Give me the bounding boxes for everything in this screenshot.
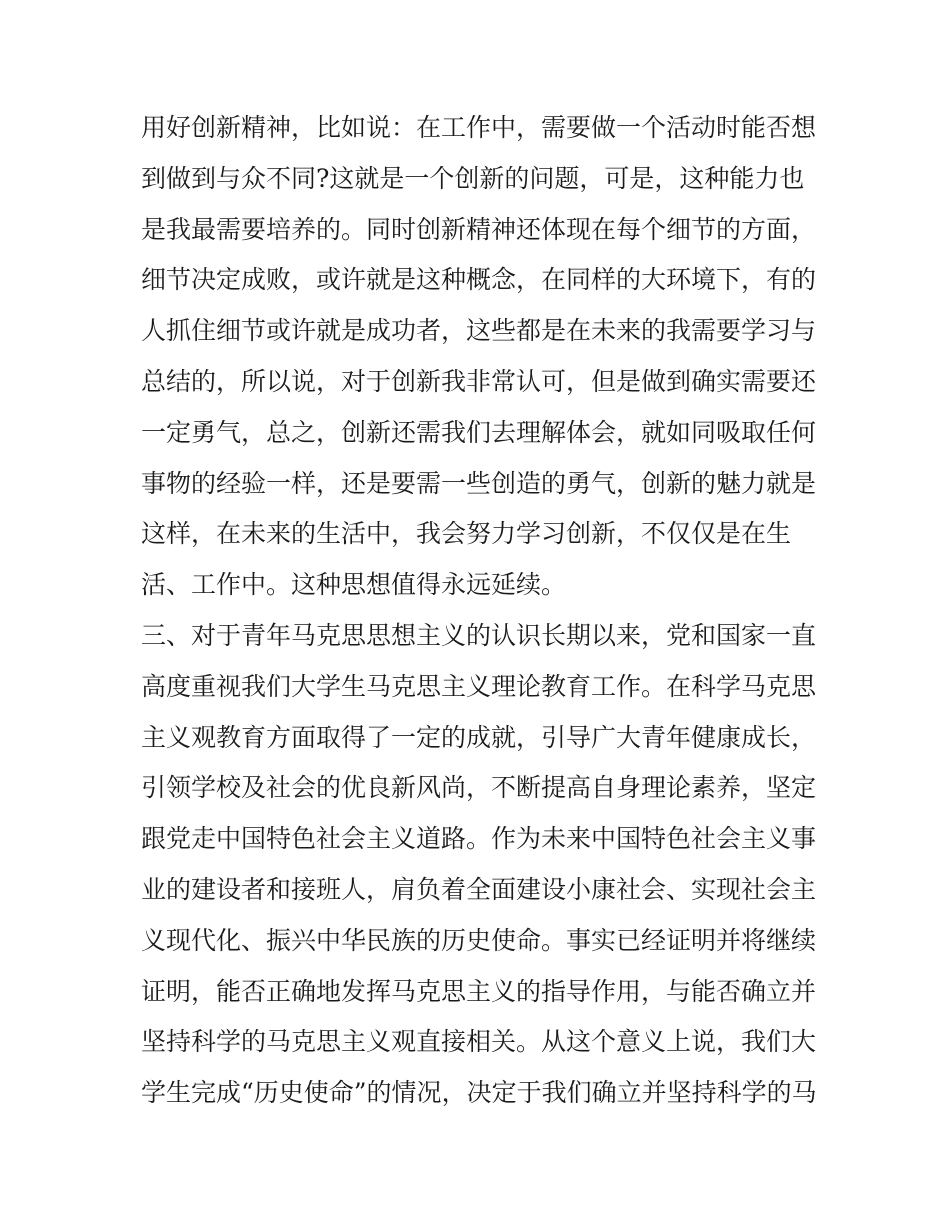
text-line: 学生完成“历史使命”的情况，决定于我们确立并坚持科学的马 (141, 1078, 817, 1108)
text-line: 人抓住细节或许就是成功者，这些都是在未来的我需要学习与 (141, 316, 817, 346)
text-line: 证明，能否正确地发挥马克思主义的指导作用，与能否确立并 (141, 976, 817, 1006)
text-line: 引领学校及社会的优良新风尚，不断提高自身理论素养，坚定 (141, 773, 817, 803)
text-line: 用好创新精神，比如说：在工作中，需要做一个活动时能否想 (141, 113, 817, 142)
text-line: 总结的，所以说，对于创新我非常认可，但是做到确实需要还 (141, 366, 817, 396)
text-line: 一定勇气，总之，创新还需我们去理解体会，就如同吸取任何 (141, 417, 817, 447)
text-line: 坚持科学的马克思主义观直接相关。从这个意义上说，我们大 (141, 1027, 817, 1057)
text-line: 事物的经验一样，还是要需一些创造的勇气，创新的魅力就是 (141, 468, 817, 498)
text-line: 细节决定成败，或许就是这种概念，在同样的大环境下，有的 (141, 265, 817, 295)
text-line: 业的建设者和接班人，肩负着全面建设小康社会、实现社会主 (141, 874, 817, 904)
text-line: 是我最需要培养的。同时创新精神还体现在每个细节的方面， (141, 214, 817, 244)
body-text (141, 103, 821, 1119)
text-line: 活、工作中。这种思想值得永远延续。 (141, 570, 567, 600)
text-line: 这样，在未来的生活中，我会努力学习创新，不仅仅是在生 (141, 519, 792, 549)
text-line: 主义观教育方面取得了一定的成就，引导广大青年健康成长， (141, 722, 817, 752)
text-line: 到做到与众不同?这就是一个创新的问题，可是，这种能力也 (141, 163, 805, 193)
text-line: 高度重视我们大学生马克思主义理论教育工作。在科学马克思 (141, 671, 817, 701)
text-line: 三、对于青年马克思思想主义的认识长期以来，党和国家一直 (141, 620, 817, 650)
text-line: 义现代化、振兴中华民族的历史使命。事实已经证明并将继续 (141, 925, 817, 955)
text-line: 跟党走中国特色社会主义道路。作为未来中国特色社会主义事 (141, 824, 817, 854)
